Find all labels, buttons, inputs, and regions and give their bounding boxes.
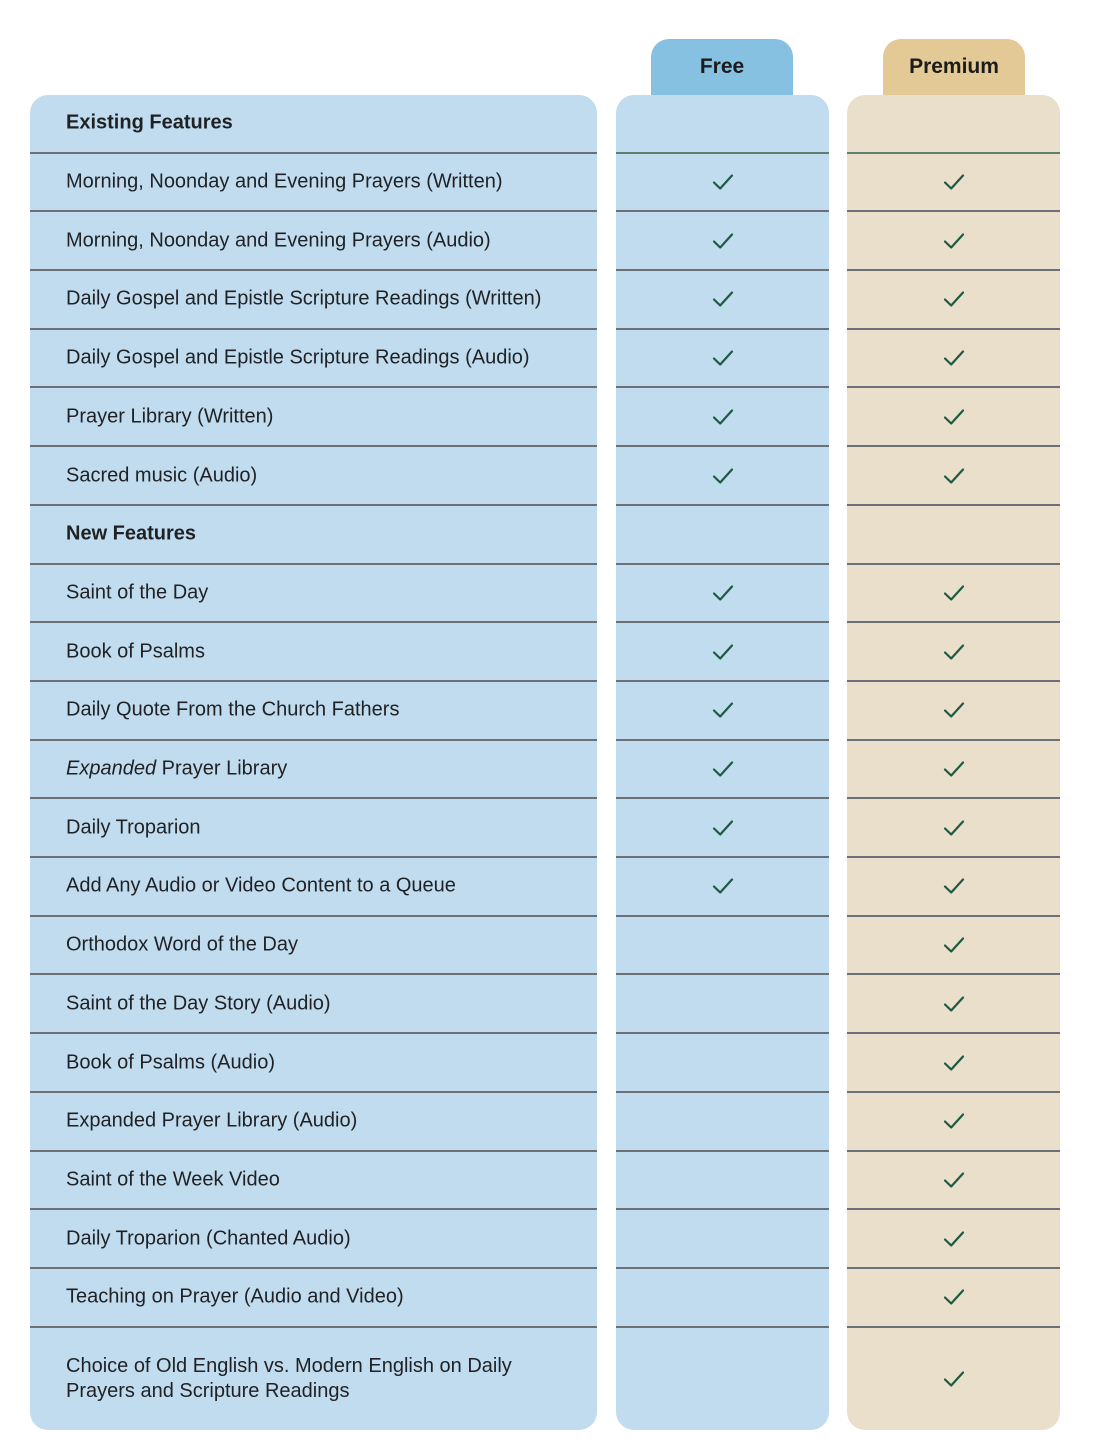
premium-cell [847,858,1060,917]
feature-label: Teaching on Prayer (Audio and Video) [66,1285,404,1308]
check-icon [943,173,965,191]
free-cell [616,565,829,624]
check-icon [712,760,734,778]
check-icon [943,349,965,367]
feature-row [30,154,597,213]
premium-cell [847,917,1060,976]
free-cell [616,1269,829,1328]
free-cell [616,389,829,448]
feature-label: Morning, Noonday and Evening Prayers (Audio) [66,229,491,252]
premium-cell [847,389,1060,448]
check-icon [943,408,965,426]
feature-row [30,858,597,917]
check-icon [712,467,734,485]
check-icon [943,701,965,719]
premium-cell [847,330,1060,389]
check-icon [712,643,734,661]
premium-cell [847,1328,1060,1430]
section-header-row [30,506,597,565]
feature-label: Saint of the Day [66,581,209,604]
premium-column [847,95,1060,1430]
feature-label: Book of Psalms [66,640,205,663]
free-cell [616,682,829,741]
feature-label: Daily Gospel and Epistle Scripture Readings (Audio) [66,346,530,369]
check-icon [712,349,734,367]
free-plan-header [651,39,793,95]
premium-cell [847,506,1060,565]
free-cell [616,1034,829,1093]
free-cell [616,154,829,213]
check-icon [943,467,965,485]
check-icon [943,1230,965,1248]
free-plan-title: Free [699,55,745,78]
check-icon [712,877,734,895]
check-icon [943,584,965,602]
feature-label: Morning, Noonday and Evening Prayers (Written) [66,170,503,193]
feature-label: Saint of the Week Video [66,1168,280,1191]
check-icon [943,1370,965,1388]
check-icon [943,936,965,954]
feature-label: Saint of the Day Story (Audio) [66,992,331,1015]
check-icon [712,701,734,719]
free-cell [616,330,829,389]
check-icon [943,877,965,895]
free-cell [616,1210,829,1269]
feature-row [30,565,597,624]
feature-row [30,917,597,976]
premium-cell [847,1210,1060,1269]
premium-cell [847,682,1060,741]
free-cell [616,741,829,800]
premium-cell [847,741,1060,800]
free-cell [616,858,829,917]
check-icon [712,819,734,837]
premium-cell [847,976,1060,1035]
premium-cell [847,1269,1060,1328]
premium-cell [847,212,1060,271]
premium-cell [847,1152,1060,1211]
feature-row [30,799,597,858]
free-cell [616,1328,829,1430]
feature-row [30,1328,597,1430]
check-icon [712,584,734,602]
free-cell [616,271,829,330]
check-icon [712,232,734,250]
premium-cell [847,1093,1060,1152]
check-icon [943,1054,965,1072]
feature-label: Expanded Prayer Library (Audio) [66,1109,358,1132]
check-icon [943,995,965,1013]
feature-row [30,330,597,389]
check-icon [943,232,965,250]
check-icon [943,819,965,837]
feature-label: Daily Troparion (Chanted Audio) [66,1227,351,1250]
free-cell [616,917,829,976]
feature-label: Book of Psalms (Audio) [66,1051,275,1074]
free-column [616,95,829,1430]
free-cell [616,506,829,565]
check-icon [712,173,734,191]
premium-cell [847,271,1060,330]
feature-label: Daily Quote From the Church Fathers [66,698,400,721]
premium-plan-title: Premium [909,55,999,78]
feature-label: Prayer Library (Written) [66,405,274,428]
feature-row [30,1210,597,1269]
feature-row [30,1093,597,1152]
check-icon [943,1288,965,1306]
premium-cell [847,623,1060,682]
feature-label-emphasis: Expanded [66,757,157,780]
free-cell [616,623,829,682]
feature-label: Choice of Old English vs. Modern English on Daily Prayers and Scripture Readings [66,1354,512,1402]
feature-row [30,212,597,271]
feature-row [30,1269,597,1328]
free-cell [616,976,829,1035]
check-icon [943,1112,965,1130]
check-icon [712,290,734,308]
section-title: New Features [66,522,197,545]
feature-row [30,271,597,330]
free-cell [616,1093,829,1152]
free-cell [616,95,829,154]
free-cell [616,799,829,858]
feature-label: Daily Gospel and Epistle Scripture Readings (Written) [66,287,542,310]
feature-row [30,1034,597,1093]
feature-row [30,682,597,741]
check-icon [712,408,734,426]
check-icon [943,1171,965,1189]
section-header-row [30,95,597,154]
feature-label: Daily Troparion [66,816,201,839]
premium-cell [847,565,1060,624]
premium-cell [847,154,1060,213]
feature-label-text: Prayer Library [156,757,288,780]
premium-cell [847,1034,1060,1093]
feature-row [30,623,597,682]
free-cell [616,1152,829,1211]
premium-cell [847,447,1060,506]
free-cell [616,212,829,271]
feature-label: Add Any Audio or Video Content to a Queue [66,874,456,897]
feature-column [30,95,597,1430]
check-icon [943,760,965,778]
feature-label [66,757,583,782]
feature-row [30,741,597,800]
premium-cell [847,95,1060,154]
feature-row [30,1152,597,1211]
check-icon [943,643,965,661]
premium-cell [847,799,1060,858]
premium-plan-header [883,39,1025,95]
feature-row [30,976,597,1035]
section-title: Existing Features [66,111,233,134]
feature-label: Orthodox Word of the Day [66,933,298,956]
feature-row [30,389,597,448]
check-icon [943,290,965,308]
feature-label: Sacred music (Audio) [66,464,258,487]
feature-row [30,447,597,506]
free-cell [616,447,829,506]
